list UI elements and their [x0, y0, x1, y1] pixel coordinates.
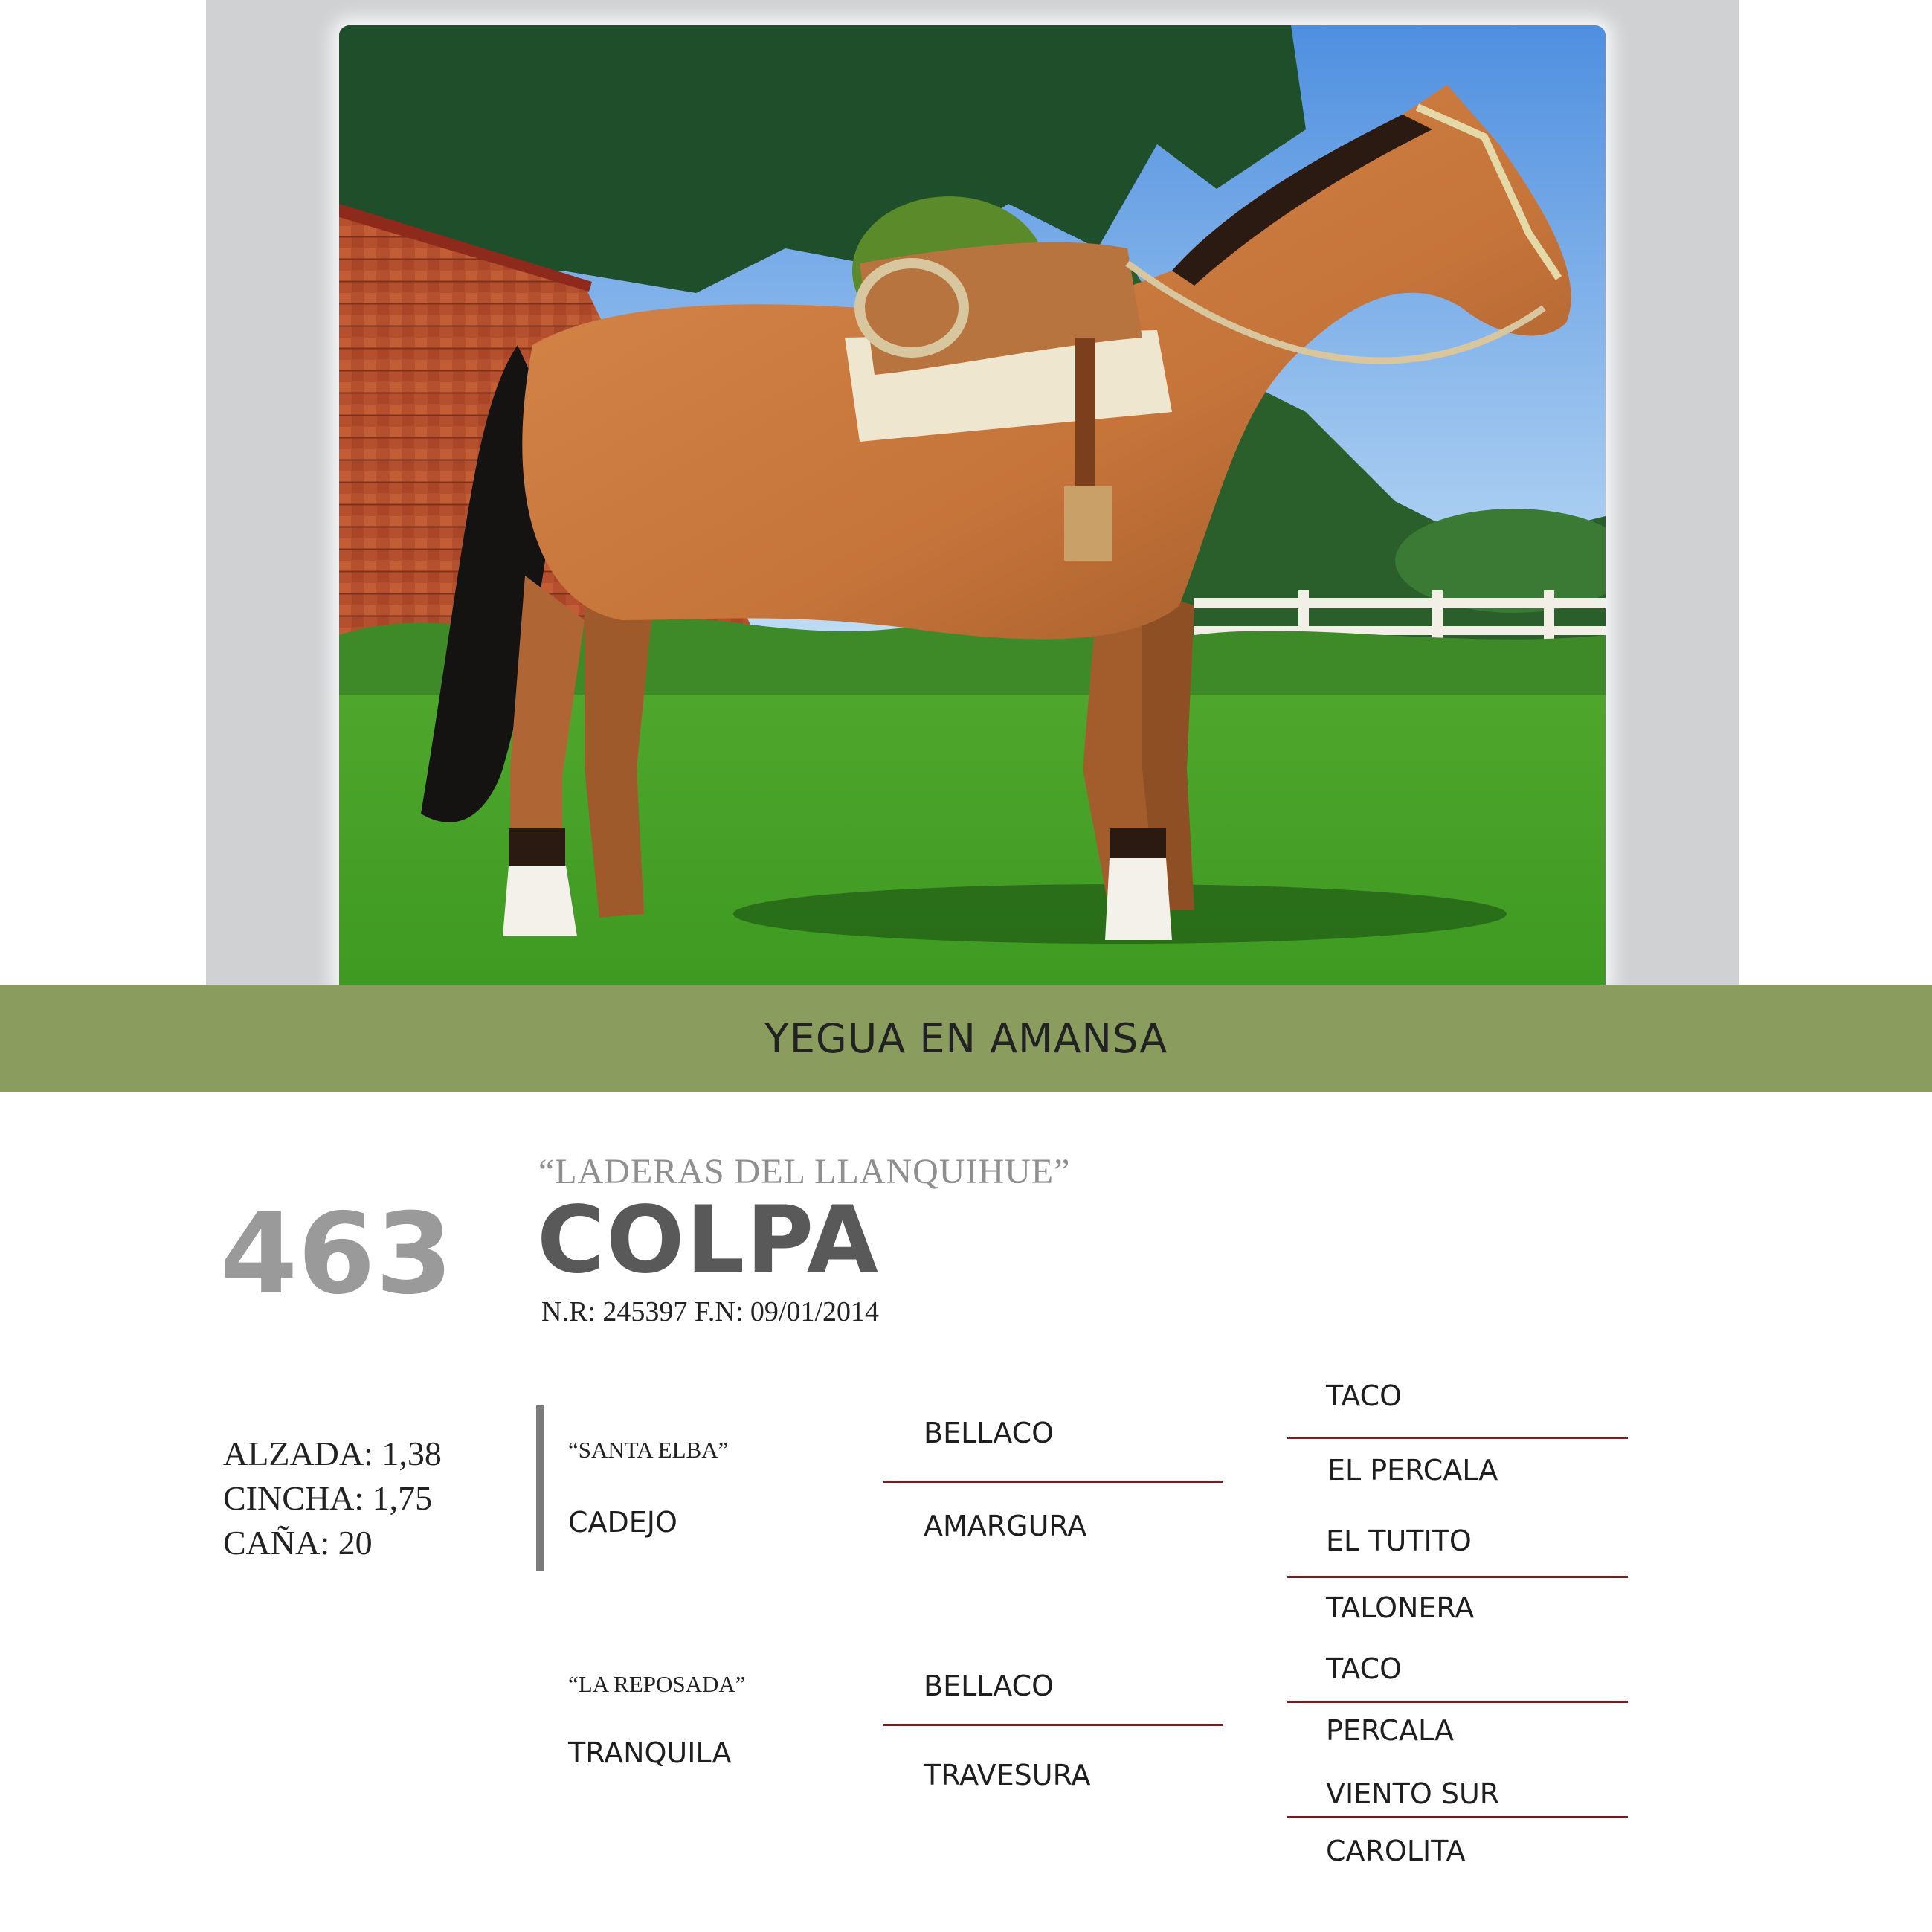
pedigree-rule: [1287, 1701, 1628, 1703]
dam-sire-sire-name: TACO: [1326, 1652, 1403, 1685]
measure-alzada: ALZADA: 1,38: [223, 1434, 442, 1472]
horse-illustration: [339, 25, 1606, 986]
pedigree-divider: [536, 1405, 544, 1571]
horse-photo: [339, 25, 1606, 986]
dam-dam-name: TRAVESURA: [924, 1759, 1091, 1791]
sire-sire-dam-name: EL PERCALA: [1327, 1454, 1498, 1487]
dam-name: TRANQUILA: [568, 1736, 732, 1769]
dam-breeder: “LA REPOSADA”: [568, 1671, 746, 1697]
dam-sire-dam-name: PERCALA: [1326, 1714, 1455, 1747]
sire-breeder: “SANTA ELBA”: [568, 1437, 729, 1463]
sire-sire-sire-name: TACO: [1326, 1379, 1403, 1412]
pedigree-rule: [1287, 1816, 1628, 1818]
registry-info: N.R: 245397 F.N: 09/01/2014: [541, 1296, 880, 1327]
sire-dam-sire-name: EL TUTITO: [1326, 1524, 1472, 1557]
sire-dam-dam-name: TALONERA: [1326, 1591, 1475, 1624]
dam-dam-sire-name: VIENTO SUR: [1326, 1777, 1500, 1810]
dam-dam-dam-name: CAROLITA: [1326, 1835, 1466, 1867]
pedigree-rule: [1287, 1437, 1628, 1439]
breeder-name: “LADERAS DEL LLANQUIHUE”: [538, 1152, 1071, 1191]
pedigree-rule: [1287, 1576, 1628, 1578]
sire-sire-name: BELLACO: [924, 1417, 1054, 1449]
pedigree-rule: [883, 1481, 1223, 1483]
pedigree-rule: [883, 1724, 1223, 1726]
sire-dam-name: AMARGURA: [924, 1510, 1087, 1542]
horse-name: COLPA: [537, 1187, 880, 1294]
category-banner: [0, 985, 1932, 1092]
measure-cana: CAÑA: 20: [223, 1524, 373, 1562]
lot-number: 463: [220, 1190, 454, 1319]
category-label: YEGUA EN AMANSA: [764, 1014, 1168, 1062]
measure-cincha: CINCHA: 1,75: [223, 1479, 433, 1517]
dam-sire-name: BELLACO: [924, 1669, 1054, 1702]
sire-name: CADEJO: [568, 1506, 677, 1539]
